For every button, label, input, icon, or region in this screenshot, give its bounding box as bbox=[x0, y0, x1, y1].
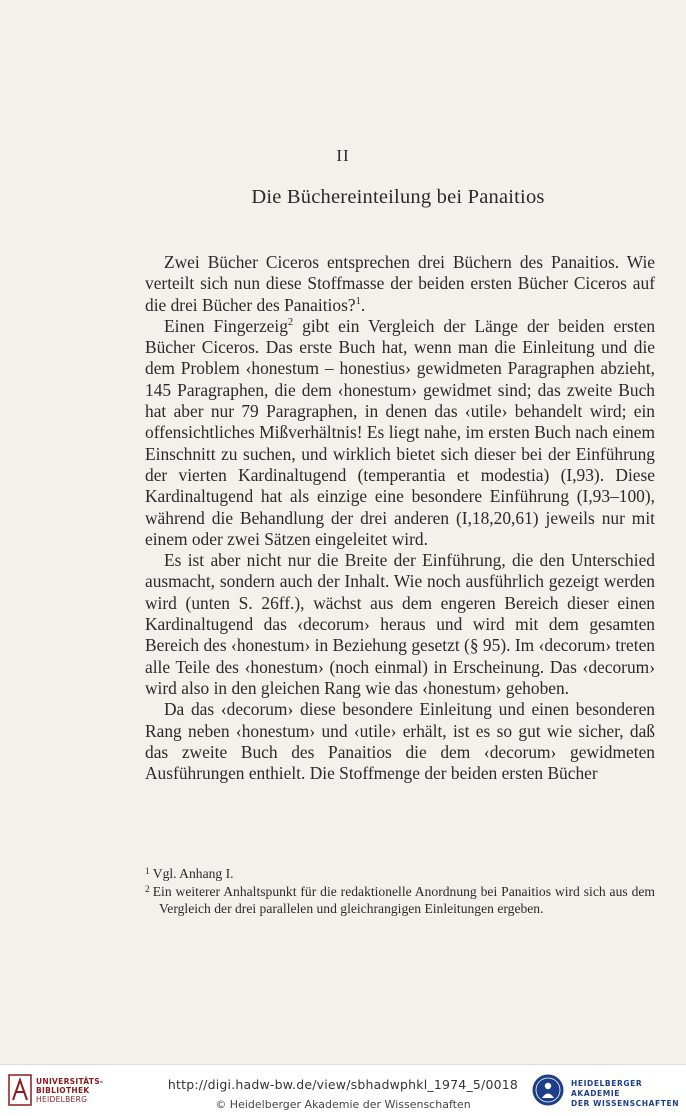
paragraph: Zwei Bücher Ciceros entsprechen drei Büchern des Panaitios. Wie verteilt sich nun diese Stoffmasse der beiden ersten Bücher Ciceros auf die drei Bücher des Panaitios?$^1$. bbox=[145, 252, 655, 315]
paragraph: Da das ‹decorum› diese besondere Einleitung und einen besonderen Rang neben ‹honestum› und ‹utile› erhält, ist es so gut wie sicher, daß das zweite Buch des Panaitios die dem ‹decorum› gewidmeten Ausführungen enthielt. Die Stoffmenge der beiden ersten Bücher bbox=[145, 699, 655, 784]
university-library-name[interactable]: UNIVERSITÄTS- BIBLIOTHEK HEIDELBERG bbox=[36, 1077, 104, 1104]
body-text bbox=[145, 252, 655, 784]
academy-seal-icon[interactable] bbox=[531, 1073, 565, 1107]
footer-bar bbox=[0, 1064, 686, 1116]
paragraph: Es ist aber nicht nur die Breite der Einführung, die den Unterschied ausmacht, sondern auch der Inhalt. Wie noch ausführlich gezeigt werden wird (unten S. 26ff.), wächst aus dem engeren Bereich dieser einen Kardinaltugend das ‹decorum› heraus und wird mit dem gesamten Bereich des ‹honestum› in Beziehung gesetzt (§ 95). Im ‹decorum› treten alle Teile des ‹honestum› (noch einmal) in Erscheinung. Das ‹decorum› wird also in den gleichen Rang wie das ‹honestum› gehoben. bbox=[145, 550, 655, 698]
footnote-ref: 1 bbox=[355, 295, 361, 307]
footnote-ref: 2 bbox=[287, 316, 294, 328]
paragraph: Einen Fingerzeig$^2$ gibt ein Vergleich der Länge der beiden ersten Bücher Ciceros. Das erste Buch hat, wenn man die Einleitung und die dem Problem ‹honestum – honestius› gewidmeten Paragraphen abzieht, 145 Paragraphen, die dem ‹honestum› gewidmet sind; das zweite Buch hat aber nur 79 Paragraphen, in denen das ‹utile› behandelt wird; ein offensichtliches Mißverhältnis! Es liegt nahe, im ersten Buch nach einem Einschnitt zu suchen, und wirklich bietet sich dieser bei der Einführung der vierten Kardinaltugend (temperantia et modestia) (I,93). Diese Kardinaltugend hat als einzige eine besondere Einführung (I,93–100), während die Behandlung der drei anderen (I,18,20,61) jeweils nur mit einem oder zwei Sätzen eingeleitet wird. bbox=[145, 315, 656, 549]
academy-name[interactable]: HEIDELBERGER AKADEMIE DER WISSENSCHAFTEN bbox=[571, 1079, 680, 1108]
footnotes bbox=[145, 864, 655, 917]
footnote: $^2$ Ein weiterer Anhaltspunkt für die redaktionelle Anordnung bei Panaitios wird sich aus dem Vergleich der drei parallelen und gleichrangigen Einleitungen ergeben. bbox=[145, 884, 655, 916]
footnote: $^1$ Vgl. Anhang I. bbox=[145, 866, 234, 881]
chapter-title: Die Büchereinteilung bei Panaitios bbox=[251, 186, 545, 208]
chapter-number: II bbox=[336, 146, 350, 165]
document-url[interactable]: http://digi.hadw-bw.de/view/sbhadwphkl_1974_5/0018 bbox=[167, 1077, 519, 1092]
copyright-notice: © Heidelberger Akademie der Wissenschaften bbox=[215, 1098, 471, 1111]
